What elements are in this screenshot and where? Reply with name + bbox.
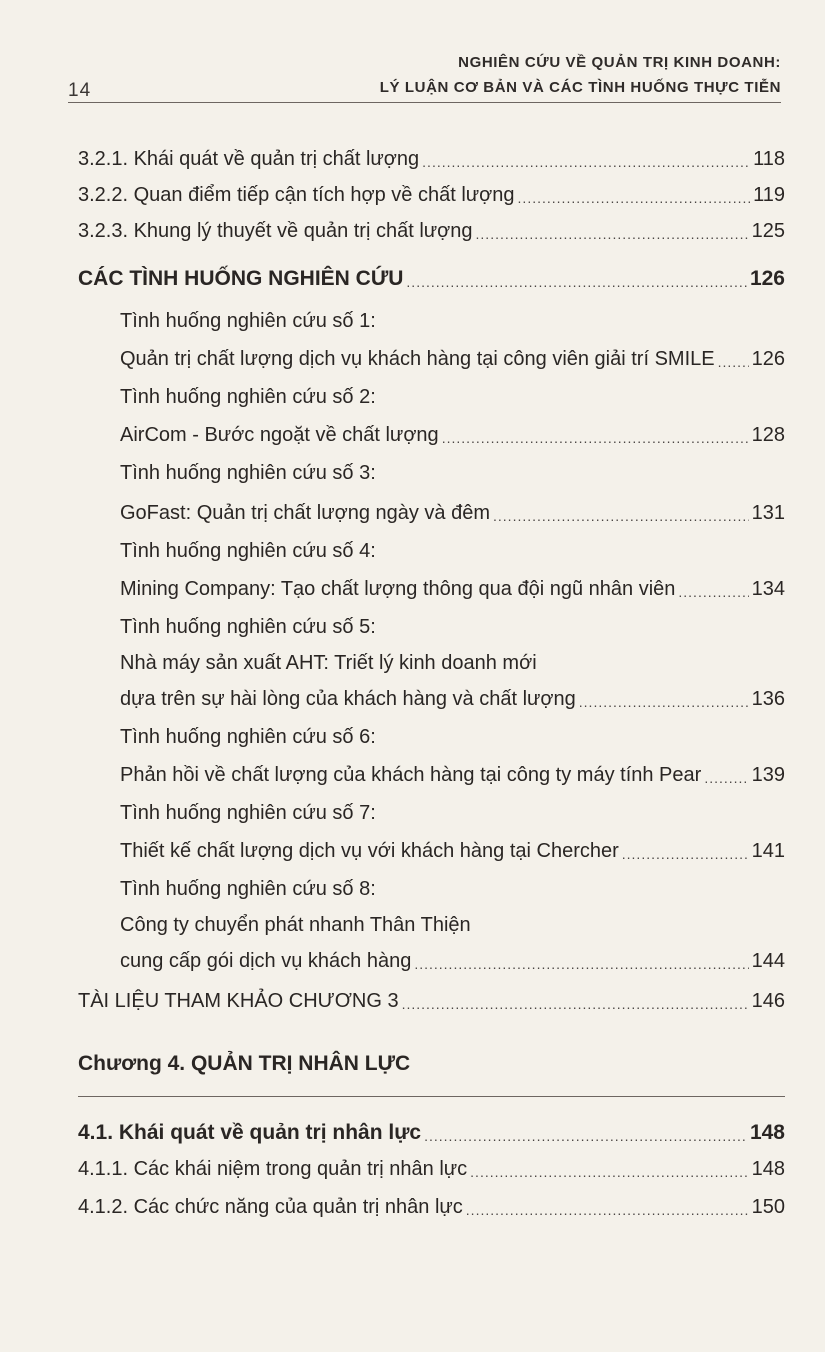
toc-entry <box>120 490 785 526</box>
running-title-line-1: NGHIÊN CỨU VỀ QUẢN TRỊ KINH DOANH: <box>458 54 781 71</box>
toc-entry-title: AirCom - Bước ngoặt về chất lượng <box>120 424 439 446</box>
toc-entry-page: 126 <box>749 267 785 290</box>
toc-entry-page: 136 <box>751 688 785 710</box>
case-label <box>120 714 785 750</box>
toc-entry-title: 3.2.2. Quan điểm tiếp cận tích hợp về chất lượng <box>78 184 515 206</box>
case-label-text: Tình huống nghiên cứu số 3: <box>120 462 376 484</box>
toc-entry-page: 148 <box>751 1158 785 1180</box>
leader-dots <box>414 954 748 974</box>
leader-dots <box>718 352 749 372</box>
running-title <box>380 50 781 100</box>
toc-entry-page: 146 <box>751 990 785 1012</box>
page-header <box>68 36 781 102</box>
toc-entry-page: 128 <box>751 424 785 446</box>
case-label-text: Tình huống nghiên cứu số 4: <box>120 540 376 562</box>
toc-entry-title: 4.1.1. Các khái niệm trong quản trị nhân lực <box>78 1158 468 1180</box>
toc-entry <box>78 1146 785 1182</box>
case-label <box>120 298 785 334</box>
toc-section-heading <box>78 1110 785 1146</box>
leader-dots <box>518 188 751 208</box>
toc-entry-page: 141 <box>751 840 785 862</box>
leader-dots <box>704 768 748 788</box>
toc-entry-page: 144 <box>751 950 785 972</box>
toc-entry-page: 134 <box>751 578 785 600</box>
leader-dots <box>402 994 749 1014</box>
toc-entry-title: 3.2.3. Khung lý thuyết về quản trị chất lượng <box>78 220 473 242</box>
toc-entry-title: Thiết kế chất lượng dịch vụ với khách hàng tại Chercher <box>120 840 619 862</box>
toc-entry-page: 126 <box>751 348 785 370</box>
toc-entry <box>78 136 785 172</box>
leader-dots <box>678 582 748 602</box>
case-label-text: Tình huống nghiên cứu số 8: <box>120 878 376 900</box>
toc-entry <box>120 412 785 448</box>
toc-entry <box>78 978 785 1014</box>
case-label <box>120 528 785 564</box>
toc-entry-title: TÀI LIỆU THAM KHẢO CHƯƠNG 3 <box>78 990 399 1012</box>
case-label <box>120 450 785 486</box>
toc-entry-line <box>120 640 785 676</box>
leader-dots <box>622 844 749 864</box>
header-divider <box>68 102 781 103</box>
leader-dots <box>476 224 749 244</box>
toc-entry <box>78 208 785 244</box>
toc-entry <box>120 336 785 372</box>
case-label <box>120 604 785 640</box>
toc-entry-title: 3.2.1. Khái quát về quản trị chất lượng <box>78 148 420 170</box>
leader-dots <box>422 152 750 172</box>
case-label-text: Tình huống nghiên cứu số 2: <box>120 386 376 408</box>
toc-entry-page: 118 <box>753 148 785 170</box>
case-label <box>120 374 785 410</box>
toc-entry-title: Phản hồi về chất lượng của khách hàng tại công ty máy tính Pear <box>120 764 702 786</box>
toc-entry-page: 148 <box>749 1121 785 1144</box>
case-label-text: Tình huống nghiên cứu số 6: <box>120 726 376 748</box>
case-label <box>120 790 785 826</box>
toc-entry-title: Mining Company: Tạo chất lượng thông qua đội ngũ nhân viên <box>120 578 676 600</box>
toc-entry <box>120 676 785 712</box>
toc-entry-line <box>120 902 785 938</box>
leader-dots <box>442 428 749 448</box>
leader-dots <box>424 1126 747 1146</box>
toc-entry <box>78 172 785 208</box>
case-label-text: Tình huống nghiên cứu số 7: <box>120 802 376 824</box>
toc-entry-title: Công ty chuyển phát nhanh Thân Thiện <box>120 914 471 936</box>
toc-entry-title: dựa trên sự hài lòng của khách hàng và chất lượng <box>120 688 576 710</box>
case-label <box>120 866 785 902</box>
page-number: 14 <box>68 80 92 101</box>
case-label-text: Tình huống nghiên cứu số 5: <box>120 616 376 638</box>
running-title-line-2: LÝ LUẬN CƠ BẢN VÀ CÁC TÌNH HUỐNG THỰC TIỄN <box>379 79 781 96</box>
toc-entry-page: 119 <box>753 184 785 206</box>
toc-entry <box>120 938 785 974</box>
toc-entry <box>120 828 785 864</box>
toc-entry-page: 139 <box>751 764 785 786</box>
leader-dots <box>406 272 747 292</box>
toc-entry <box>78 1184 785 1220</box>
toc-section-heading <box>78 256 785 292</box>
toc-entry <box>120 752 785 788</box>
toc-entry-title: Quản trị chất lượng dịch vụ khách hàng tại công viên giải trí SMILE <box>120 348 715 370</box>
toc-entry-page: 131 <box>751 502 785 524</box>
leader-dots <box>579 692 749 712</box>
toc-entry-title: Nhà máy sản xuất AHT: Triết lý kinh doanh mới <box>120 652 537 674</box>
toc-entry-title: GoFast: Quản trị chất lượng ngày và đêm <box>120 502 491 524</box>
toc-entry-title: 4.1. Khái quát về quản trị nhân lực <box>78 1121 422 1144</box>
toc-entry-title: cung cấp gói dịch vụ khách hàng <box>120 950 412 972</box>
leader-dots <box>470 1162 748 1182</box>
leader-dots <box>493 506 749 526</box>
chapter-divider <box>78 1096 785 1097</box>
toc-entry-page: 150 <box>751 1196 785 1218</box>
chapter-heading: Chương 4. QUẢN TRỊ NHÂN LỰC <box>78 1052 411 1075</box>
toc-entry-title: 4.1.2. Các chức năng của quản trị nhân lực <box>78 1196 463 1218</box>
case-label-text: Tình huống nghiên cứu số 1: <box>120 310 376 332</box>
toc-entry-title: CÁC TÌNH HUỐNG NGHIÊN CỨU <box>78 267 404 290</box>
leader-dots <box>466 1200 749 1220</box>
toc-entry <box>120 566 785 602</box>
toc-entry-page: 125 <box>751 220 785 242</box>
